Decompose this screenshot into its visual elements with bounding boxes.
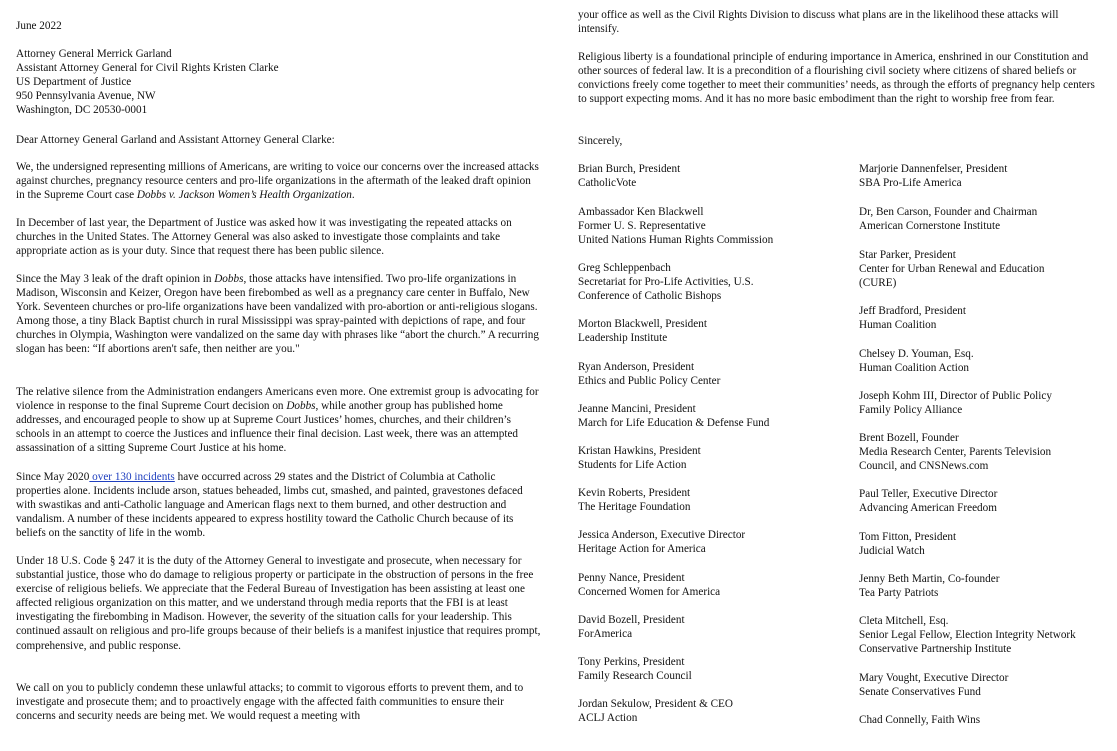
signatory: Dr, Ben Carson, Founder and Chairman American Cornerstone Institute — [859, 206, 1038, 233]
signatory: Mary Vought, Executive Director Senate Conservatives Fund — [859, 672, 1009, 699]
signatory: Tony Perkins, President Family Research Council — [578, 656, 692, 683]
address-line: Washington, DC 20530-0001 — [16, 104, 148, 117]
paragraph-5: Since May 2020 over 130 incidents have occurred across 29 states and the District of Columbia at Catholic properties alone. Incidents include arson, statues beheaded, limbs cut, smashed, and painted, gravestones defaced with swastikas and anti-Catholic language and American flags next to them burned, and other destruction and vandalism. A number of these incidents appeared to express hostility toward the Catholic Church because of its beliefs on the sanctity of life in the womb. — [16, 471, 523, 540]
signatory: Morton Blackwell, President Leadership Institute — [578, 318, 707, 345]
address-line: US Department of Justice — [16, 76, 132, 89]
address-line: Attorney General Merrick Garland — [16, 48, 172, 60]
signatory: Ryan Anderson, President Ethics and Public Policy Center — [578, 361, 721, 388]
signatory: Tom Fitton, President Judicial Watch — [859, 531, 957, 558]
signatory: Star Parker, President Center for Urban Renewal and Education (CURE) — [859, 249, 1045, 290]
signatory: Kristan Hawkins, President Students for Life Action — [578, 445, 701, 472]
case-name: Dobbs v. Jackson Women’s Health Organization — [136, 189, 352, 202]
signatory: Paul Teller, Executive Director Advancing American Freedom — [859, 488, 998, 515]
signatory: Jenny Beth Martin, Co-founder Tea Party Patriots — [859, 573, 1000, 600]
incidents-link[interactable]: over 130 incidents — [89, 471, 175, 483]
address-line: 950 Pennsylvania Avenue, NW — [16, 90, 156, 103]
address-line: Assistant Attorney General for Civil Rights Kristen Clarke — [16, 62, 279, 75]
signatory: Brian Burch, President CatholicVote — [578, 163, 681, 190]
signatory: Penny Nance, President Concerned Women for America — [578, 572, 721, 599]
signatory: Brent Bozell, Founder Media Research Center, Parents Television Council, and CNSNews.com — [859, 432, 1052, 473]
signatory: Jessica Anderson, Executive Director Heritage Action for America — [578, 529, 746, 556]
paragraph-9: Religious liberty is a foundational principle of enduring importance in America, enshrined in our Constitution and other sources of federal law. It is a precondition of a flourishing civil society where citizens of shared beliefs or convictions freely come together to meet their communities’ needs, as through the efforts of pregnancy help centers to support expecting moms. And it has no more basic embodiment than the right to worship free from fear. — [578, 51, 1095, 106]
signatory: Jeff Bradford, President Human Coalition — [859, 305, 966, 332]
letter-date: June 2022 — [16, 20, 62, 32]
closing: Sincerely, — [578, 135, 623, 147]
paragraph-4: The relative silence from the Administration endangers Americans even more. One extremist group is advocating for violence in response to the final Supreme Court decision on Dobbs, while another group has published home addresses, and encouraged people to show up at Supreme Court Justices’ homes, churches, and their children’s schools in an attempt to coerce the Justices and influence their final decision. Last week, there was an attempted assassination of a sitting Supreme Court Justice at his home. — [16, 386, 539, 455]
signatory: Ambassador Ken Blackwell Former U. S. Representative United Nations Human Rights Commission — [578, 206, 774, 247]
paragraph-8: your office as well as the Civil Rights Division to discuss what plans are in the likelihood these attacks will intensify. — [578, 9, 1059, 36]
signatory: Joseph Kohm III, Director of Public Policy Family Policy Alliance — [859, 390, 1052, 417]
letter-left-column — [16, 19, 541, 33]
signatory: Greg Schleppenbach Secretariat for Pro-Life Activities, U.S. Conference of Catholic Bishops — [578, 262, 754, 303]
signatory: Kevin Roberts, President The Heritage Foundation — [578, 487, 691, 514]
signatory: Jeanne Mancini, President March for Life Education & Defense Fund — [578, 403, 770, 430]
signatory: Jordan Sekulow, President & CEO ACLJ Action — [578, 698, 733, 725]
signatory: Marjorie Dannenfelser, President SBA Pro-Life America — [859, 163, 1008, 190]
salutation: Dear Attorney General Garland and Assistant Attorney General Clarke: — [16, 134, 335, 146]
paragraph-1: We, the undersigned representing millions of Americans, are writing to voice our concerns over the increased attacks against churches, pregnancy resource centers and pro-life organizations in the aftermath of the leaked draft opinion in the Supreme Court case Dobbs v. Jackson Women’s Health Organization. — [16, 161, 539, 202]
signatory: Chad Connelly, Faith Wins — [859, 714, 981, 726]
paragraph-2: In December of last year, the Department of Justice was asked how it was investigating the repeated attacks on churches in the United States. The Attorney General was also asked to investigate those complaints and take appropriate action as is your duty. Since that request there has been public silence. — [16, 217, 512, 258]
signatory: David Bozell, President ForAmerica — [578, 614, 685, 641]
recipient-address — [16, 47, 541, 117]
signatory: Chelsey D. Youman, Esq. Human Coalition Action — [859, 348, 974, 375]
paragraph-3: Since the May 3 leak of the draft opinion in Dobbs, those attacks have intensified. Two pro-life organizations in Madison, Wisconsin and Keizer, Oregon have been firebombed as well as a pregnancy care center in Buffalo, New York. Seventeen churches or pro-life organizations have been vandalized with pro-abortion or anti-religious slogans. Among those, a tiny Black Baptist church in rural Mississippi was spray-painted with depictions of rape, and four churches in Olympia, Washington were vandalized on the same day with phrases like “abort the church.” A recurring slogan has been: “If abortions aren't safe, then neither are you." — [16, 273, 539, 356]
paragraph-6: Under 18 U.S. Code § 247 it is the duty of the Attorney General to investigate and prosecute, when necessary for substantial justice, those who do damage to religious property or participate in the obstruction of persons in the free exercise of religious beliefs. We appreciate that the Federal Bureau of Investigation has been assisting at least one affected religious organization on this matter, and we understand through media reports that the FBI is at least investigating the firebombing in Madison. However, the severity of the situation calls for your leadership. This continued assault on religious and pro-life groups because of their beliefs is a manifest injustice that requires prompt, comprehensive, and public response. — [16, 555, 541, 652]
paragraph-7: We call on you to publicly condemn these unlawful attacks; to commit to vigorous efforts to prevent them, and to investigate and prosecute them; and to proactively engage with the affected faith communities to ensure their concerns and security needs are being met. We would request a meeting with — [16, 682, 524, 723]
signatory: Cleta Mitchell, Esq. Senior Legal Fellow, Election Integrity Network Conservative Partnership Institute — [859, 615, 1076, 656]
